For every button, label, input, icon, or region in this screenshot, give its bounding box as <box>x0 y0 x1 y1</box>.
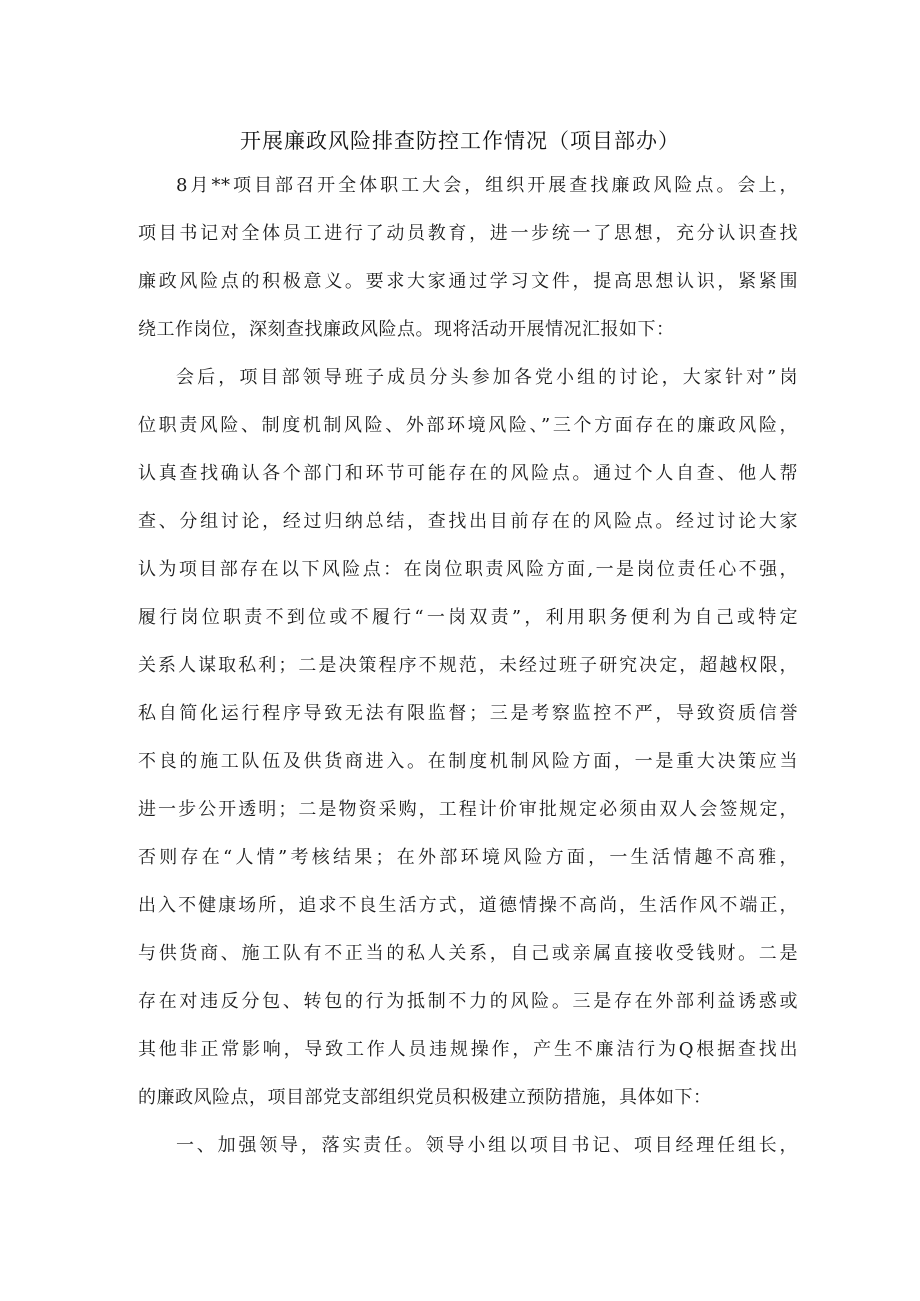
paragraph-2-line-14: 存在对违反分包、转包的行为抵制不力的风险。三是存在外部利益诱惑或 <box>138 991 798 1012</box>
paragraph-2-line-3: 认真查找确认各个部门和环节可能存在的风险点。通过个人自查、他人帮 <box>138 463 798 484</box>
document-title: 开展廉政风险排查防控工作情况（项目部办） <box>240 129 680 153</box>
paragraph-1-line-1: 8月**项目部召开全体职工大会，组织开展查找廉政风险点。会上， <box>176 175 798 196</box>
paragraph-2-line-9: 不良的施工队伍及供货商进入。在制度机制风险方面，一是重大决策应当 <box>138 751 798 772</box>
paragraph-2-line-12: 出入不健康场所，追求不良生活方式，道德情操不高尚，生活作风不端正， <box>138 895 798 916</box>
paragraph-2-line-8: 私自简化运行程序导致无法有限监督；三是考察监控不严，导致资质信誉 <box>138 703 798 724</box>
paragraph-3-line-1: 一、加强领导，落实责任。领导小组以项目书记、项目经理任组长， <box>176 1135 798 1156</box>
paragraph-2-line-4: 查、分组讨论，经过归纳总结，查找出目前存在的风险点。经过讨论大家 <box>138 511 798 532</box>
paragraph-1-line-2: 项目书记对全体员工进行了动员教育，进一步统一了思想，充分认识查找 <box>138 223 798 244</box>
paragraph-2-line-2: 位职责风险、制度机制风险、外部环境风险、”三个方面存在的廉政风险， <box>138 415 798 436</box>
paragraph-2-line-15: 其他非正常影响，导致工作人员违规操作，产生不廉洁行为Q根据查找出 <box>138 1039 798 1060</box>
paragraph-1-line-3: 廉政风险点的积极意义。要求大家通过学习文件，提高思想认识，紧紧围 <box>138 271 798 292</box>
paragraph-2-line-7: 关系人谋取私利；二是决策程序不规范，未经过班子研究决定，超越权限， <box>138 655 798 676</box>
paragraph-2-line-11: 否则存在“人情”考核结果；在外部环境风险方面，一生活情趣不高雅， <box>138 847 798 868</box>
paragraph-2-line-5: 认为项目部存在以下风险点：在岗位职责风险方面,一是岗位责任心不强， <box>138 559 798 580</box>
paragraph-2-line-10: 进一步公开透明；二是物资采购，工程计价审批规定必须由双人会签规定， <box>138 799 798 820</box>
paragraph-2-line-6: 履行岗位职责不到位或不履行“一岗双责”，利用职务便利为自己或特定 <box>138 607 798 628</box>
paragraph-2-line-1: 会后，项目部领导班子成员分头参加各党小组的讨论，大家针对”岗 <box>176 367 798 388</box>
paragraph-1-line-4: 绕工作岗位，深刻查找廉政风险点。现将活动开展情况汇报如下： <box>138 319 675 340</box>
paragraph-2-line-13: 与供货商、施工队有不正当的私人关系，自己或亲属直接收受钱财。二是 <box>138 943 798 964</box>
paragraph-2-line-16: 的廉政风险点，项目部党支部组织党员积极建立预防措施，具体如下： <box>138 1087 712 1108</box>
